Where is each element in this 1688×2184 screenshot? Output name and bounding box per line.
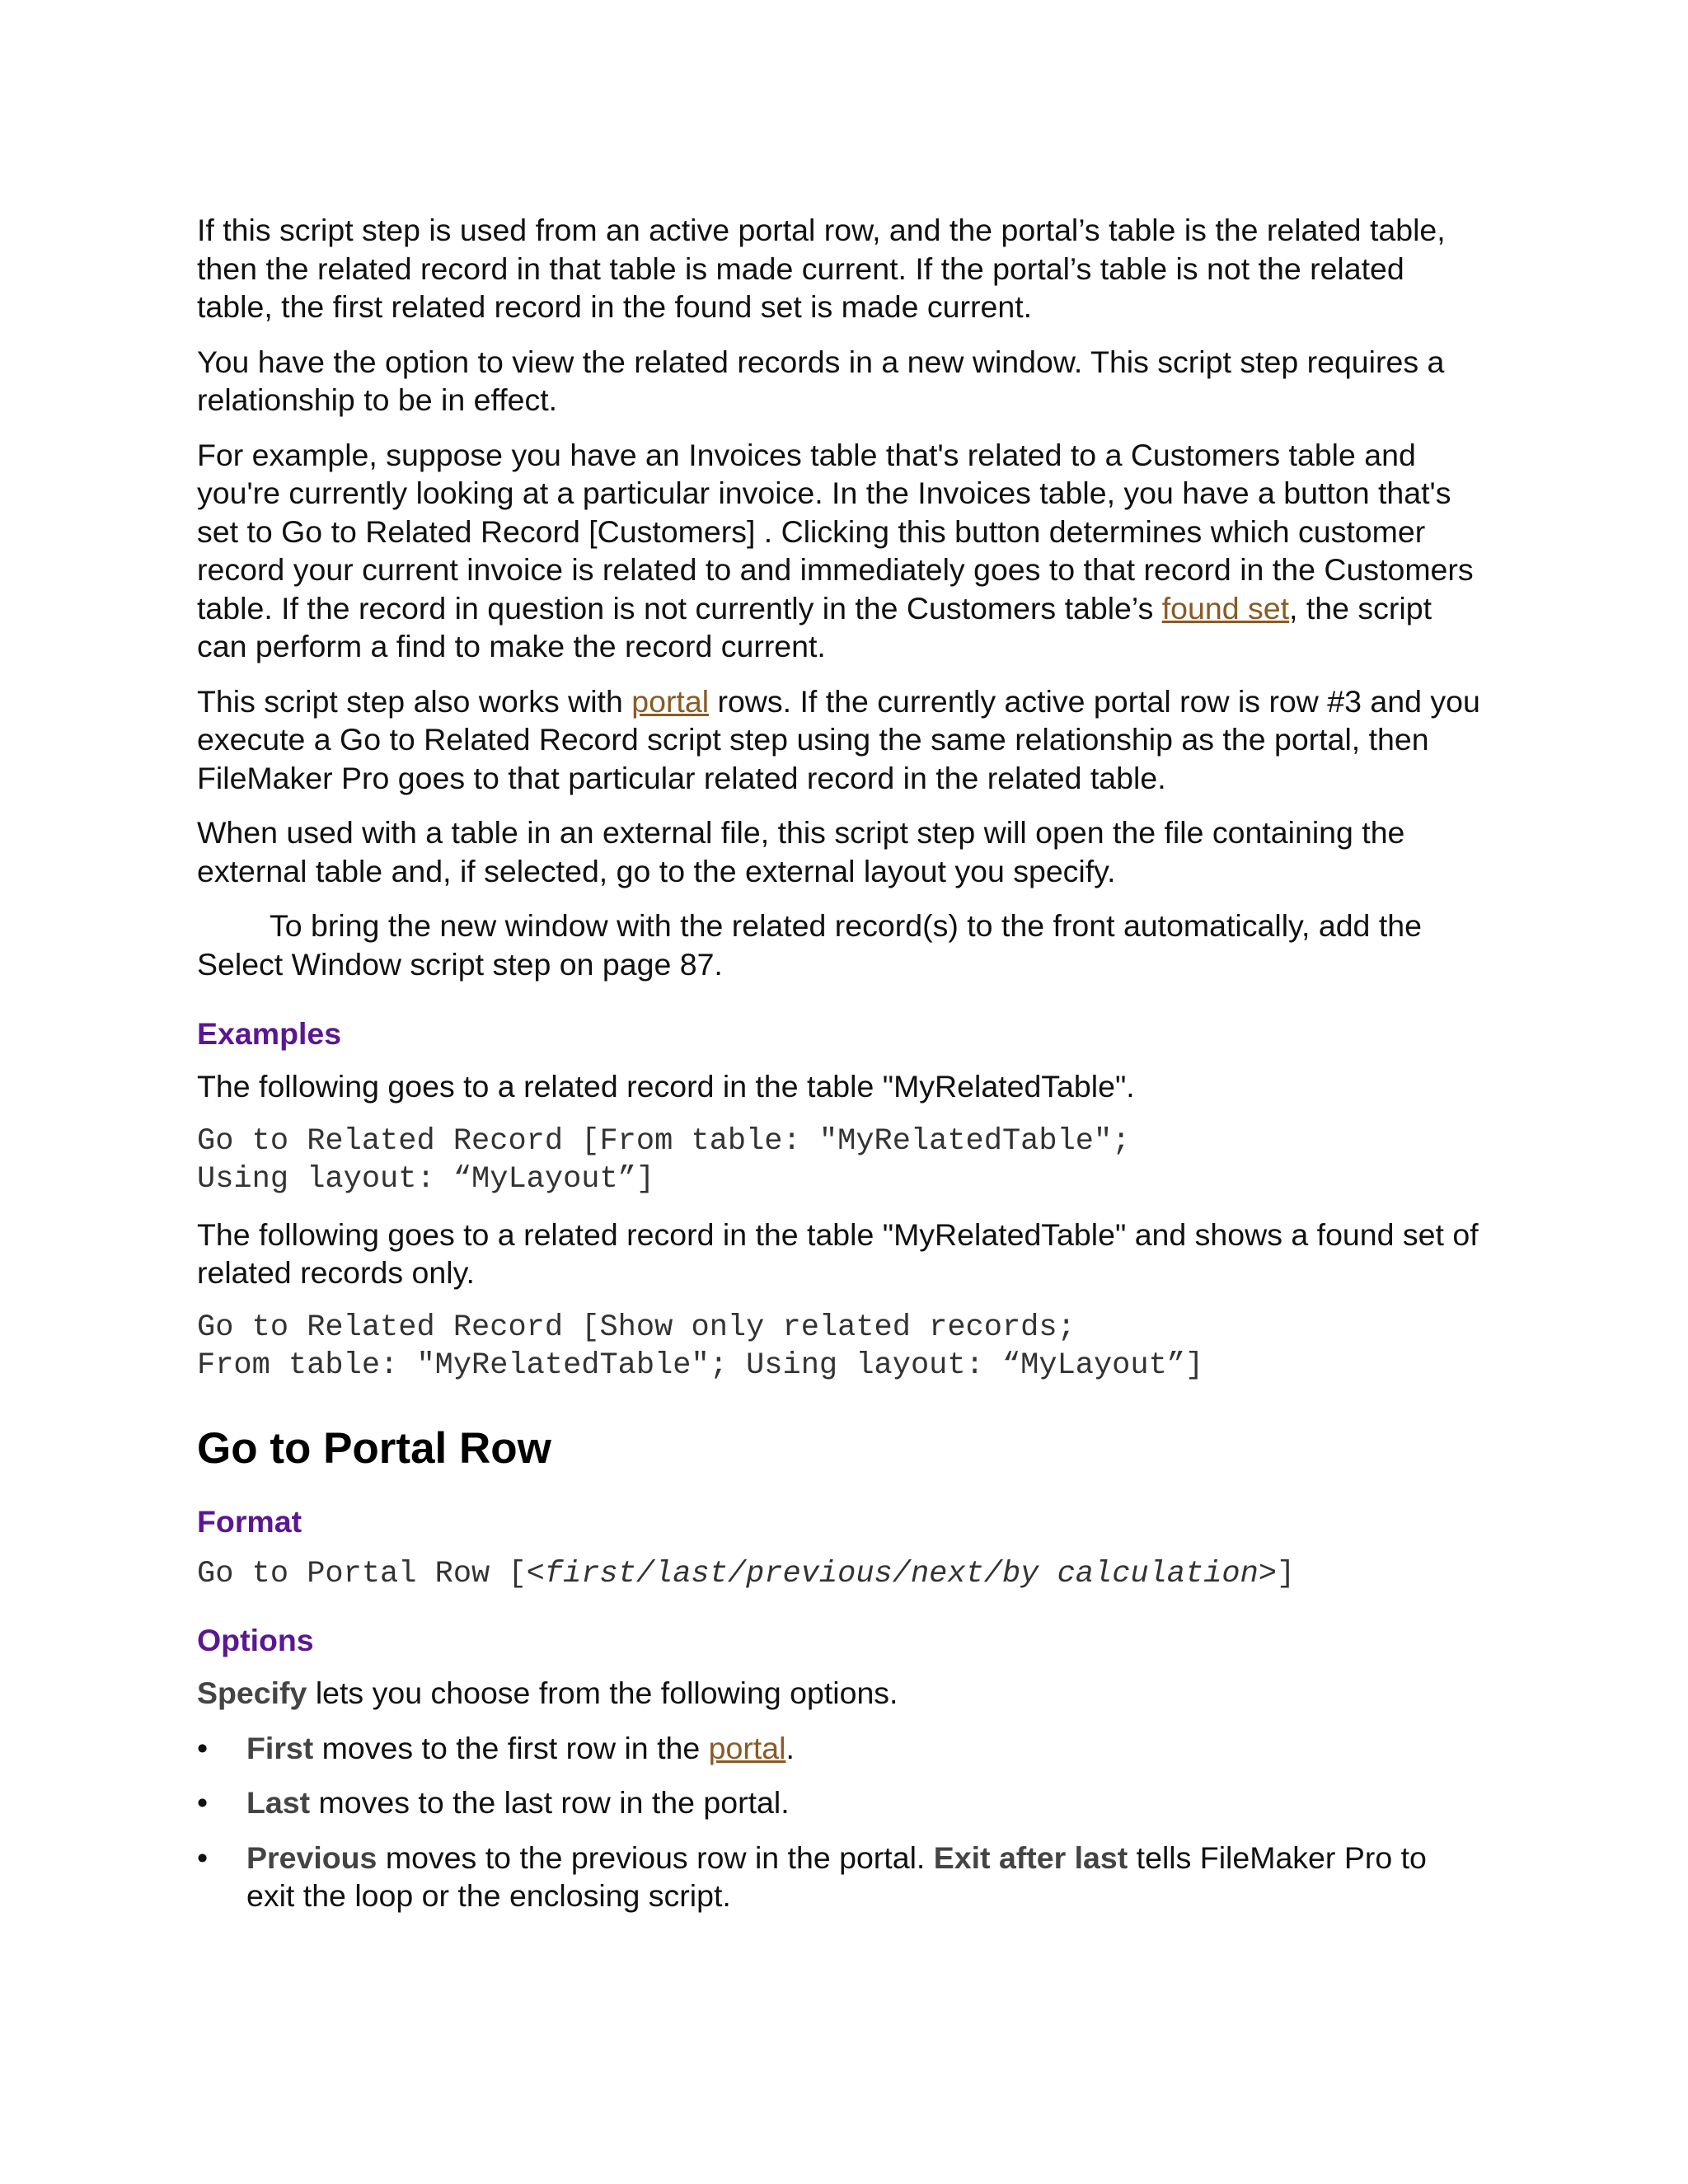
list-item xyxy=(197,1729,1483,1768)
option-text: moves to the first row in the xyxy=(313,1730,709,1765)
code-line: Go to Related Record [Show only related records; xyxy=(197,1310,1076,1345)
code-line: Go to Related Record [From table: "MyRelatedTable"; xyxy=(197,1123,1131,1159)
option-text: moves to the previous row in the portal. xyxy=(377,1840,934,1875)
example2-code xyxy=(197,1309,1483,1385)
list-item xyxy=(197,1839,1483,1915)
paragraph-portal-row: If this script step is used from an active portal row, and the portal’s table is the related table, then the related record in that table is made current. If the portal’s table is not the related table, the first related record in the found set is made current. xyxy=(197,213,1446,324)
option-name: Last xyxy=(246,1785,311,1820)
paragraph-text: rows. If the currently active portal row is row #3 and you execute a Go to Related Record script step using the same relationship as the portal, then FileMaker Pro goes to that particular related record in the related table. xyxy=(197,683,1480,795)
section-title: Go to Portal Row xyxy=(197,1423,551,1473)
paragraph-text: , the script can perform a find to make the record current. xyxy=(197,590,1432,663)
option-name: Previous xyxy=(246,1840,377,1875)
paragraph-example-invoices xyxy=(197,436,1483,666)
option-text: moves to the last row in the portal. xyxy=(310,1785,790,1820)
option-name: First xyxy=(246,1730,314,1765)
portal-link[interactable]: portal xyxy=(631,683,710,719)
format-heading: Format xyxy=(197,1503,302,1539)
paragraph-text: This script step also works with xyxy=(197,683,632,719)
option-text: tells FileMaker Pro to exit the loop or the enclosing script. xyxy=(246,1840,1427,1913)
options-list xyxy=(197,1729,1483,1915)
specify-paragraph xyxy=(197,1674,1483,1713)
paragraph-portal-rows xyxy=(197,682,1483,798)
code-line: From table: "MyRelatedTable"; Using layout: “MyLayout”] xyxy=(197,1348,1204,1383)
paragraph-tip: To bring the new window with the related record(s) to the front automatically, add the Select Window script step on page 87. xyxy=(197,908,1422,982)
list-item xyxy=(197,1783,1483,1822)
paragraph-text: lets you choose from the following options. xyxy=(307,1675,898,1710)
bullet-icon: • xyxy=(197,1730,209,1765)
code-text: Go to Portal Row [ xyxy=(197,1556,527,1591)
code-parameter: <first/last/previous/next/by calculation> xyxy=(526,1556,1278,1591)
paragraph-external-file: When used with a table in an external file, this script step will open the file containing the external table and, if selected, go to the external layout you specify. xyxy=(197,815,1405,888)
examples-heading: Examples xyxy=(197,1016,342,1051)
option-text: . xyxy=(785,1730,795,1765)
paragraph-new-window: You have the option to view the related records in a new window. This script step requires a relationship to be in effect. xyxy=(197,344,1445,417)
bullet-icon: • xyxy=(197,1840,209,1875)
found-set-link[interactable]: found set xyxy=(1161,590,1290,626)
portal-link[interactable]: portal xyxy=(708,1730,786,1765)
format-code xyxy=(197,1555,1483,1594)
example1-code xyxy=(197,1122,1483,1199)
page-content xyxy=(197,211,1483,1932)
code-line: Using layout: “MyLayout”] xyxy=(197,1162,655,1197)
paragraph-text: For example, suppose you have an Invoices table that's related to a Customers table and you're currently looking at a particular invoice. In the Invoices table, you have a button that's set to Go to Related Record [Customers] . Clicking this button determines which customer record your current invoice is related to and immediately goes to that record in the Customers table. If the record in question is not currently in the Customers table’s xyxy=(197,437,1474,626)
specify-label: Specify xyxy=(197,1675,307,1710)
option-name: Exit after last xyxy=(933,1840,1128,1875)
example1-description: The following goes to a related record in the table "MyRelatedTable". xyxy=(197,1069,1135,1104)
example2-description: The following goes to a related record in the table "MyRelatedTable" and shows a found set of related records only. xyxy=(197,1216,1479,1290)
bullet-icon: • xyxy=(197,1785,209,1820)
options-heading: Options xyxy=(197,1623,314,1657)
code-text: ] xyxy=(1277,1556,1296,1591)
